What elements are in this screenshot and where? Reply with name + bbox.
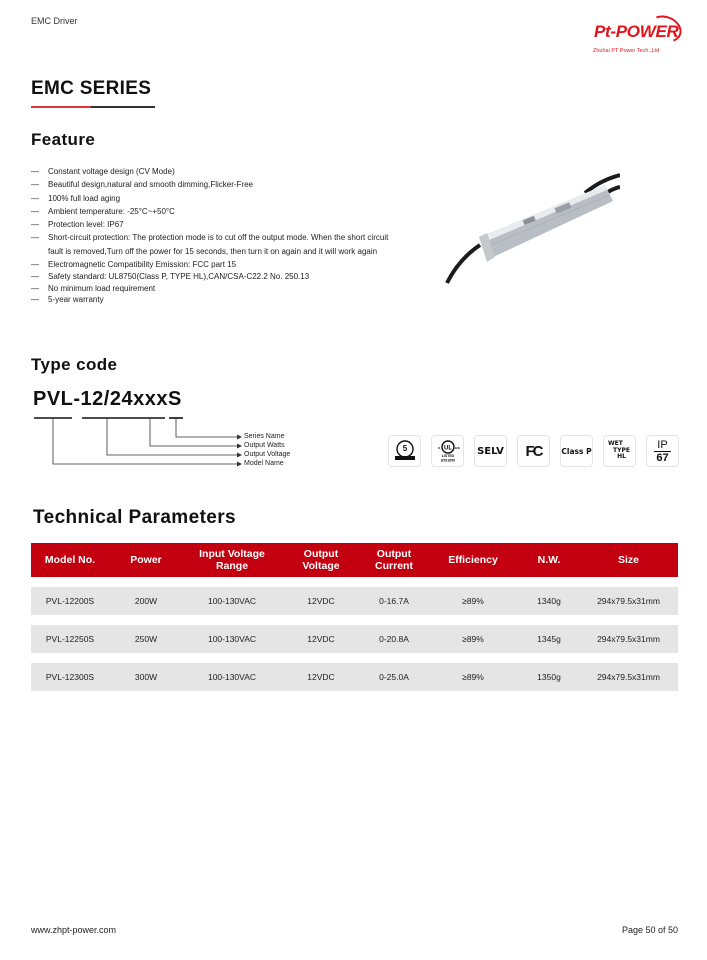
cell-nw: 1350g [537, 672, 561, 682]
cell-input-voltage: 100-130VAC [207, 672, 257, 682]
ip67-icon: IP 67 [646, 435, 679, 467]
col-header-input-voltage: Input Voltage Range [199, 548, 265, 572]
dash-bullet-icon: — [31, 180, 39, 190]
feature-title: Feature [31, 130, 96, 149]
cell-model: PVL-12250S [45, 634, 95, 644]
col-header-output-current: Output Current [375, 548, 413, 572]
cell-input-voltage: 100-130VAC [207, 596, 257, 606]
cell-output-current: 0-20.8A [379, 634, 409, 644]
col-header-power: Power [130, 554, 162, 566]
type-code-value: PVL-12/24xxxS [33, 388, 182, 410]
feature-item: — Beautiful design,natural and smooth dimming,Flicker-Free [31, 178, 391, 191]
dash-bullet-icon: — [31, 220, 39, 230]
cell-power: 200W [134, 596, 158, 606]
header-doc-label: EMC Driver [31, 16, 78, 26]
type-code-title: Type code [31, 355, 118, 374]
cell-output-voltage: 12VDC [307, 596, 335, 606]
series-title: EMC SERIES [31, 78, 152, 99]
cell-efficiency: ≥89% [462, 672, 484, 682]
footer-website-link[interactable]: www.zhpt-power.com [31, 925, 117, 935]
feature-item: — No minimum load requirement [31, 283, 156, 293]
table-header [31, 543, 678, 577]
tech-params-title: Technical Parameters [33, 507, 237, 528]
feature-item: — 100% full load aging [31, 192, 391, 205]
feature-item: — 5-year warranty [31, 295, 104, 305]
label-output-voltage: Output Voltage [244, 451, 291, 458]
feature-item: — Short-circuit protection: The protection mode is to cut off the output mode. When the short circuit fault is removed,Turn off the power for 15 seconds, then turn it on again and it will work again [31, 233, 389, 256]
cell-output-current: 0-25.0A [379, 672, 409, 682]
feature-item: — Ambient temperature: -25°C~+50°C [31, 205, 391, 218]
dash-bullet-icon: — [31, 272, 39, 282]
company-logo [588, 18, 688, 63]
svg-text:5: 5 [402, 444, 407, 453]
product-image [435, 145, 620, 285]
cell-model: PVL-12200S [45, 596, 95, 606]
col-header-model: Model No. [44, 554, 96, 566]
cell-input-voltage: 100-130VAC [207, 634, 257, 644]
dash-bullet-icon: — [31, 283, 39, 293]
cell-output-current: 0-16.7A [379, 596, 409, 606]
label-model-name: Model Name [244, 460, 284, 467]
cell-nw: 1340g [537, 596, 561, 606]
dash-bullet-icon: — [31, 206, 39, 216]
svg-text:E531659: E531659 [440, 458, 455, 463]
title-underline-accent [31, 106, 91, 108]
cell-size: 294x79.5x31mm [597, 596, 660, 606]
col-header-size: Size [617, 554, 639, 566]
cell-size: 294x79.5x31mm [597, 672, 660, 682]
dash-bullet-icon: — [31, 193, 39, 203]
col-header-efficiency: Efficiency [448, 554, 498, 566]
table-row [31, 625, 678, 653]
svg-text:UL: UL [443, 445, 452, 452]
feature-item: — Protection level: IP67 [31, 218, 391, 231]
title-underline [91, 106, 155, 108]
cell-efficiency: ≥89% [462, 596, 484, 606]
svg-text:c: c [437, 445, 440, 450]
feature-list [31, 165, 391, 306]
label-series-name: Series Name [244, 433, 285, 440]
cell-nw: 1345g [537, 634, 561, 644]
selv-icon: SELV [474, 435, 507, 467]
wet-type-hl-icon: WET TYPE HL [603, 435, 636, 467]
svg-text:LISTED: LISTED [441, 454, 454, 458]
cell-size: 294x79.5x31mm [597, 634, 660, 644]
dash-bullet-icon: — [31, 260, 39, 270]
feature-item: — Constant voltage design (CV Mode) [31, 165, 391, 178]
feature-item: — Electromagnetic Compatibility Emission: FCC part 15 [31, 258, 391, 271]
cell-power: 250W [134, 634, 158, 644]
logo-company-name: Zhuhai PT Power Tech.,Ltd [593, 48, 660, 54]
class-p-icon: Class P [560, 435, 593, 467]
cell-output-voltage: 12VDC [307, 672, 335, 682]
table-row [31, 663, 678, 691]
cell-efficiency: ≥89% [462, 634, 484, 644]
tech-params-table [31, 543, 678, 691]
cell-output-voltage: 12VDC [307, 634, 335, 644]
table-row [31, 587, 678, 615]
label-output-watts: Output Watts [244, 442, 285, 449]
col-header-nw: N.W. [537, 554, 561, 566]
cell-model: PVL-12300S [45, 672, 95, 682]
svg-text:us: us [454, 445, 460, 450]
type-code-diagram [30, 412, 320, 472]
dash-bullet-icon: — [31, 233, 39, 243]
warranty-5-year-icon [388, 435, 421, 467]
logo-wordmark: Pt-POWER [594, 22, 679, 41]
ul-listed-icon [431, 435, 464, 467]
cell-power: 300W [134, 672, 158, 682]
feature-item: — Safety standard: UL8750(Class P, TYPE HL),CAN/CSA-C22.2 No. 250.13 [31, 272, 310, 282]
dash-bullet-icon: — [31, 295, 39, 305]
footer-page-number: Page 50 of 50 [621, 925, 678, 935]
col-header-output-voltage: Output Voltage [302, 548, 340, 572]
dash-bullet-icon: — [31, 167, 39, 176]
fcc-icon: FC [517, 435, 550, 467]
